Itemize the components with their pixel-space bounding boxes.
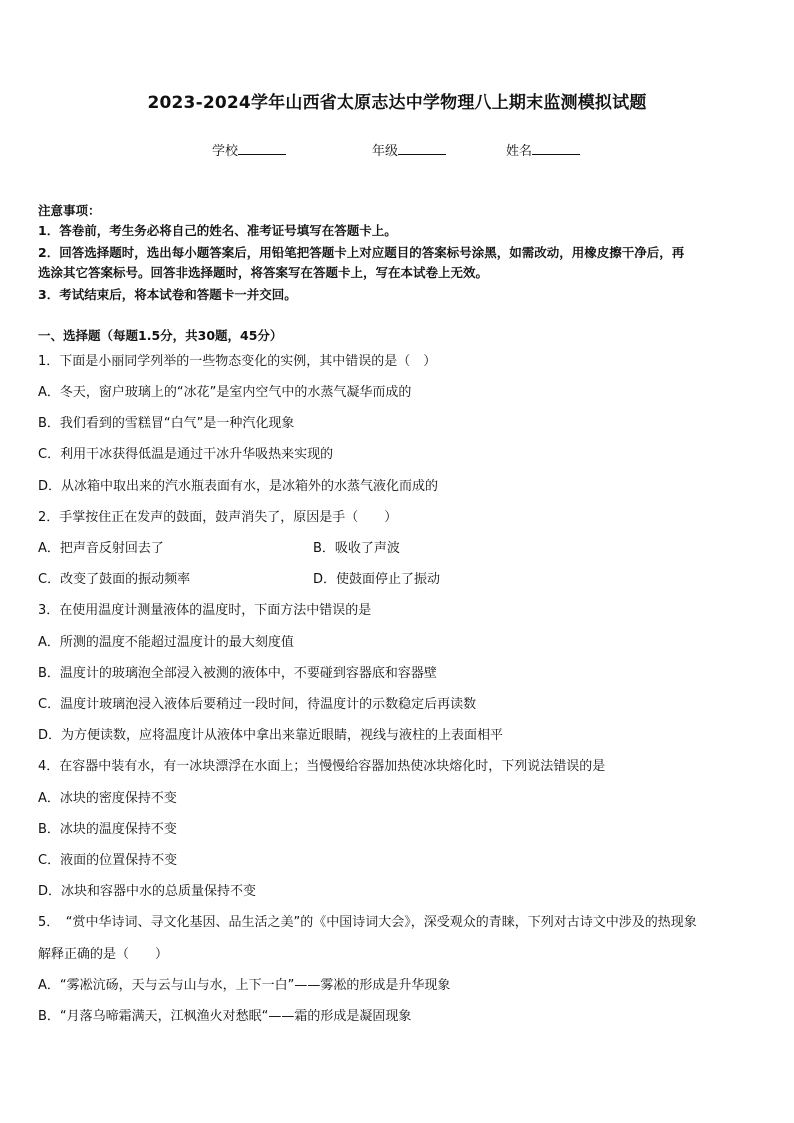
q1-option-b: B．我们看到的雪糕冒“白气”是一种汽化现象 bbox=[38, 416, 295, 431]
name-field bbox=[506, 140, 580, 159]
q2-stem: 2．手掌按住正在发声的鼓面，鼓声消失了，原因是手（ ） bbox=[38, 510, 398, 525]
grade-field bbox=[372, 140, 446, 159]
q4-option-a: A．冰块的密度保持不变 bbox=[38, 791, 177, 806]
q1-option-c: C．利用干冰获得低温是通过干冰升华吸热来实现的 bbox=[38, 447, 334, 462]
notice-item-2: 2．回答选择题时，选出每小题答案后，用铅笔把答题卡上对应题目的答案标号涂黑，如需改动，用橡皮擦干净后，再 bbox=[38, 245, 685, 260]
q3-option-c: C．温度计玻璃泡浸入液体后要稍过一段时间，待温度计的示数稳定后再读数 bbox=[38, 697, 477, 712]
q1-stem: 1．下面是小丽同学列举的一些物态变化的实例，其中错误的是（ ） bbox=[38, 354, 437, 369]
q4-stem: 4．在容器中装有水，有一冰块漂浮在水面上；当慢慢给容器加热使冰块熔化时，下列说法错误的是 bbox=[38, 759, 606, 774]
q2-option-b: B．吸收了声波 bbox=[313, 541, 400, 556]
q4-option-c: C．液面的位置保持不变 bbox=[38, 853, 178, 868]
notice-heading: 注意事项： bbox=[38, 203, 101, 218]
q5-stem-cont: 解释正确的是（ ） bbox=[38, 947, 169, 962]
q2-option-d: D．使鼓面停止了振动 bbox=[313, 572, 441, 587]
q3-stem: 3．在使用温度计测量液体的温度时，下面方法中错误的是 bbox=[38, 603, 372, 618]
name-blank bbox=[532, 142, 580, 155]
notice-item-1: 1．答卷前，考生务必将自己的姓名、准考证号填写在答题卡上。 bbox=[38, 223, 397, 238]
q3-option-a: A．所测的温度不能超过温度计的最大刻度值 bbox=[38, 635, 294, 650]
q2-option-a: A．把声音反射回去了 bbox=[38, 541, 164, 556]
school-label: 学校 bbox=[212, 144, 239, 159]
q5-stem: 5． “赏中华诗词、寻文化基因、品生活之美”的《中国诗词大会》，深受观众的青睐，下列对古诗文中涉及的热现象 bbox=[38, 915, 697, 930]
page-title: 2023-2024学年山西省太原志达中学物理八上期末监测模拟试题 bbox=[147, 93, 647, 113]
grade-label: 年级 bbox=[372, 144, 399, 159]
school-field bbox=[212, 140, 286, 159]
q5-option-b: B．“月落乌啼霜满天，江枫渔火对愁眠“——霜的形成是凝固现象 bbox=[38, 1009, 412, 1024]
school-blank bbox=[238, 142, 286, 155]
q1-option-d: D．从冰箱中取出来的汽水瓶表面有水，是冰箱外的水蒸气液化而成的 bbox=[38, 479, 439, 494]
q3-option-d: D．为方便读数，应将温度计从液体中拿出来靠近眼睛，视线与液柱的上表面相平 bbox=[38, 728, 504, 743]
notice-item-2-cont: 选涂其它答案标号。回答非选择题时，将答案写在答题卡上，写在本试卷上无效。 bbox=[38, 265, 489, 280]
notice-item-3: 3．考试结束后，将本试卷和答题卡一并交回。 bbox=[38, 287, 297, 302]
name-label: 姓名 bbox=[506, 144, 533, 159]
grade-blank bbox=[398, 142, 446, 155]
section-heading: 一、选择题（每题1.5分，共30题，45分） bbox=[38, 328, 283, 343]
q1-option-a: A．冬天，窗户玻璃上的“冰花”是室内空气中的水蒸气凝华而成的 bbox=[38, 385, 412, 400]
q4-option-d: D．冰块和容器中水的总质量保持不变 bbox=[38, 884, 257, 899]
q2-option-c: C．改变了鼓面的振动频率 bbox=[38, 572, 191, 587]
q3-option-b: B．温度计的玻璃泡全部浸入被测的液体中，不要碰到容器底和容器壁 bbox=[38, 666, 437, 681]
q5-option-a: A．“雾凇沆砀，天与云与山与水，上下一白”——雾凇的形成是升华现象 bbox=[38, 978, 451, 993]
q4-option-b: B．冰块的温度保持不变 bbox=[38, 822, 177, 837]
